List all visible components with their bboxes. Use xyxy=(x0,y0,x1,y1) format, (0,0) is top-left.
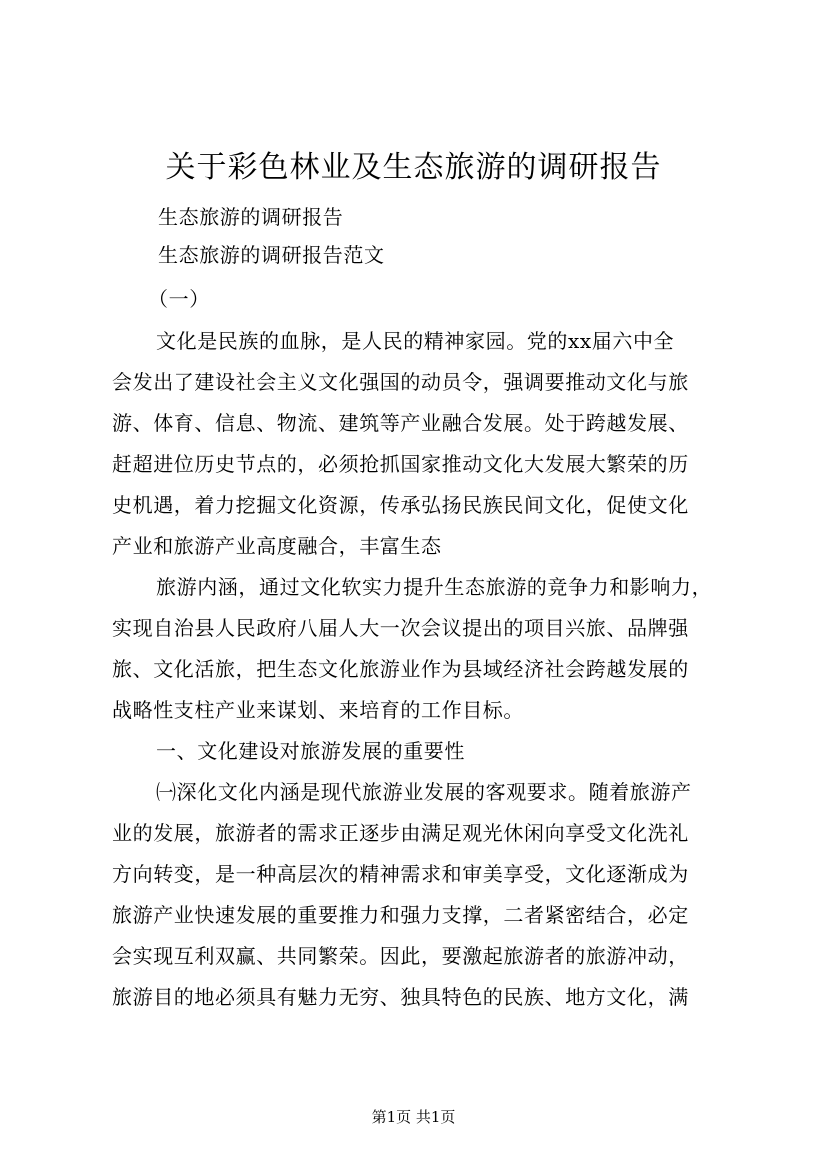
paragraph-line: 旅游目的地必须具有魅力无穷、独具特色的民族、地方文化，满 xyxy=(112,985,689,1009)
subtitle-line: 生态旅游的调研报告 xyxy=(158,205,344,229)
paragraph-line: 旅、文化活旅，把生态文化旅游业作为县域经济社会跨越发展的 xyxy=(112,657,689,681)
section-heading: 一、文化建设对旅游发展的重要性 xyxy=(156,739,465,763)
paragraph-line: 游、体育、信息、物流、建筑等产业融合发展。处于跨越发展、 xyxy=(112,411,689,435)
paragraph-line: 赶超进位历史节点的，必须抢抓国家推动文化大发展大繁荣的历 xyxy=(112,452,689,476)
paragraph-line: 旅游产业快速发展的重要推力和强力支撑，二者紧密结合，必定 xyxy=(112,903,689,927)
subtitle-line: 生态旅游的调研报告范文 xyxy=(158,243,385,267)
paragraph-line: 史机遇，着力挖掘文化资源，传承弘扬民族民间文化，促使文化 xyxy=(112,493,689,517)
paragraph-line: ㈠深化文化内涵是现代旅游业发展的客观要求。随着旅游产 xyxy=(156,780,692,804)
paragraph-line: 战略性支柱产业来谋划、来培育的工作目标。 xyxy=(112,698,524,722)
paragraph-line: 业的发展，旅游者的需求正逐步由满足观光休闲向享受文化洗礼 xyxy=(112,821,689,845)
document-title: 关于彩色林业及生态旅游的调研报告 xyxy=(165,150,662,185)
paragraph-line: 产业和旅游产业高度融合，丰富生态 xyxy=(112,534,442,558)
paragraph-line: 实现自治县人民政府八届人大一次会议提出的项目兴旅、品牌强 xyxy=(112,616,689,640)
paragraph-line: 文化是民族的血脉，是人民的精神家园。党的xx届六中全 xyxy=(156,329,675,353)
paragraph-line: 旅游内涵，通过文化软实力提升生态旅游的竞争力和影响力， xyxy=(156,575,713,599)
paragraph-line: 会实现互利双赢、共同繁荣。因此，要激起旅游者的旅游冲动， xyxy=(112,944,689,968)
page-footer: 第1页 共1页 xyxy=(371,1108,456,1126)
paragraph-line: 方向转变，是一种高层次的精神需求和审美享受，文化逐渐成为 xyxy=(112,862,689,886)
section-number: （一） xyxy=(148,287,210,311)
paragraph-line: 会发出了建设社会主义文化强国的动员令，强调要推动文化与旅 xyxy=(112,370,689,394)
